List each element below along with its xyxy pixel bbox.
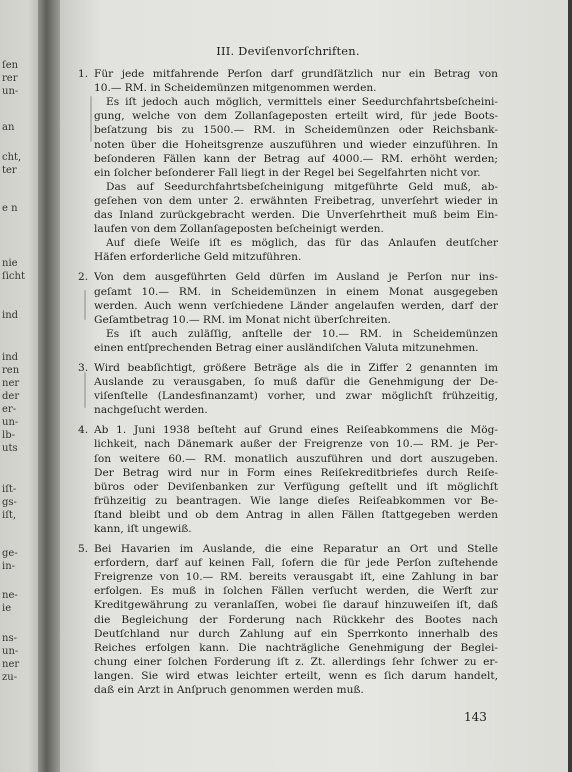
text-line: geſamt 10.— RM. in Scheidemünzen in einem Monat ausgegeben [94, 285, 498, 298]
item-number: 1. [78, 68, 89, 81]
left-page-fragment: ie [2, 603, 12, 614]
left-page-fragment: e n [2, 203, 18, 214]
list-item [78, 423, 498, 536]
left-page-fragment: ne- [2, 590, 18, 601]
list-item [78, 361, 498, 417]
text-line: Häfen erforderliche Geld mitzuführen. [94, 251, 302, 264]
left-page-fragment: an [2, 122, 15, 133]
book-gutter [38, 0, 62, 772]
left-page-fragment: zu- [2, 672, 18, 683]
text-line: Deutſchland nur durch Zahlung auf ein Sperrkonto innerhalb des [94, 627, 498, 640]
text-line: erfordern, darf auf keinen Fall, ſofern die für jede Perſon zuſtehende [94, 557, 498, 570]
text-line: Geſamtbetrag 10.— RM. im Monat nicht überſchreiten. [94, 313, 391, 326]
item-number: 3. [78, 361, 89, 374]
text-line: ein ſolcher beſonderer Fall liegt in der Regel bei Segelfahrten nicht vor. [94, 166, 481, 179]
left-page-fragment: ren [2, 365, 20, 376]
left-page-fragment: rer [2, 73, 18, 84]
right-page [60, 0, 572, 772]
text-line: Wird beabſichtigt, größere Beträge als die in Ziffer 2 genannten im [94, 361, 498, 374]
numbered-list [78, 67, 498, 697]
text-line: Bei Havarien im Auslande, die eine Reparatur an Ort und Stelle [94, 543, 498, 556]
text-line: werden. Auch wenn verſchiedene Länder angelaufen werden, darf der [94, 299, 498, 312]
text-line: beſatzung bis zu 1500.— RM. in Scheidemünzen oder Reichsbank- [94, 124, 498, 137]
left-page-edge [0, 0, 40, 772]
text-line: Freigrenze von 10.— RM. bereits verausgabt iſt, eine Zahlung in bar [94, 571, 498, 584]
left-page-fragment: gs- [2, 497, 17, 508]
left-page-fragment: in- [2, 561, 16, 572]
list-item [78, 67, 498, 264]
text-line: büros oder Deviſenbanken zur Verfügung geſtellt und iſt möglichſt [94, 480, 498, 493]
text-line: laufen von dem Zollanſageposten beſcheinigt werden. [94, 223, 384, 236]
text-line: Der Betrag wird nur in Form eines Reiſekreditbriefes durch Reiſe- [94, 466, 498, 479]
left-page-fragment: ner [2, 659, 20, 670]
item-number: 5. [78, 543, 89, 556]
text-line: Es iſt auch zuläſſig, anſtelle der 10.— RM. in Scheidemünzen [106, 327, 498, 340]
text-line: ſtand bleibt und ob dem Antrag in allen Fällen ſtattgegeben werden [94, 508, 498, 521]
text-line: viſenſtelle (Landesfinanzamt) vorher, und zwar möglichſt frühzeitig, [94, 390, 498, 403]
text-line: Reiches erfolgen kann. Die nachträgliche Genehmigung der Beglei- [94, 641, 498, 654]
text-line: kann, iſt ungewiß. [94, 523, 192, 535]
left-page-fragment: ns- [2, 633, 17, 644]
left-page-fragment: un- [2, 86, 19, 97]
text-line: das Inland zurückgebracht werden. Die Unverſehrtheit muß beim Ein- [94, 209, 498, 222]
item-number: 2. [78, 271, 89, 284]
left-page-fragment: er- [2, 404, 17, 415]
left-page-fragment: ſen [2, 60, 19, 71]
left-page-fragment: der [2, 391, 20, 402]
text-line: 10.— RM. in Scheidemünzen mitgenommen werden. [94, 82, 377, 95]
left-page-fragment: ind [2, 352, 19, 363]
text-line: erfolgen. Es muß in ſolchen Fällen verſucht werden, die Werft zur [94, 585, 498, 598]
left-page-fragment: ner [2, 378, 20, 389]
left-page-fragment: un- [2, 417, 19, 428]
left-page-fragment: ter [2, 165, 17, 176]
left-page-fragment: nie [2, 258, 18, 269]
left-page-fragment: iſt, [2, 510, 17, 521]
section-heading: III. Deviſenvorſchriften. [216, 44, 360, 58]
text-line: ſon weitere 60.— RM. monatlich auszuführen und dort auszugeben. [94, 452, 498, 465]
left-page-fragment: un- [2, 646, 19, 657]
text-line: daß ein Arzt in Anſpruch genommen werden muß. [94, 684, 364, 697]
scan-edge [568, 0, 572, 772]
text-line: Es iſt jedoch auch möglich, vermittels einer Seedurchfahrtsbeſcheini- [106, 96, 498, 109]
text-line: frühzeitig zu beantragen. Wie lange dieſes Reiſeabkommen vor Be- [94, 494, 498, 507]
text-line: lichkeit, nach Dänemark außer der Freigrenze von 10.— RM. je Per- [94, 438, 498, 451]
left-page-fragment: uts [2, 443, 18, 454]
left-page-fragment: ſicht [2, 271, 25, 282]
text-line: Für jede mitfahrende Perſon darf grundſätzlich nur ein Betrag von [94, 68, 498, 81]
left-page-fragment: iſt- [2, 484, 17, 495]
text-line: Auslande zu verausgaben, ſo muß dafür die Genehmigung der De- [94, 376, 498, 389]
left-page-fragment: lb- [2, 430, 15, 441]
text-line: noten über die Hoheitsgrenze auszuführen und wieder einzuführen. In [94, 138, 498, 151]
text-line: gung, welche von dem Zollanſageposten erteilt wird, für jede Boots- [94, 110, 498, 123]
text-line: einen entſprechenden Betrag einer ausländiſchen Valuta mitzunehmen. [94, 341, 479, 354]
list-item [78, 542, 498, 697]
text-line: beſonderen Fällen kann der Betrag auf 4000.— RM. erhöht werden; [94, 152, 498, 165]
text-line: Ab 1. Juni 1938 beſteht auf Grund eines Reiſeabkommens die Mög- [94, 424, 498, 437]
left-page-fragment: ind [2, 310, 19, 321]
text-line: nachgeſucht werden. [94, 404, 208, 417]
list-item [78, 270, 498, 355]
text-line: die Begleichung der Forderung nach Rückkehr des Bootes nach [94, 613, 498, 626]
text-line: geſehen von dem unter 2. erwähnten Freibetrag, unverſehrt wieder in [94, 194, 498, 207]
item-number: 4. [78, 424, 89, 437]
text-line: langen. Sie wird etwas leichter erteilt, wenn es ſich darum handelt, [94, 669, 498, 682]
left-page-fragment: ge- [2, 548, 18, 559]
text-line: Das auf Seedurchfahrtsbeſcheinigung mitgeführte Geld muß, ab- [106, 180, 498, 193]
text-line: chung einer ſolchen Forderung iſt z. Zt. allerdings ſehr ſchwer zu er- [94, 655, 498, 668]
text-line: Kreditgewährung zu veranlaſſen, wobei ſie darauf hinzuweiſen iſt, daß [94, 599, 498, 612]
text-line: Von dem ausgeführten Geld dürfen im Ausland je Perſon nur ins- [94, 271, 498, 284]
text-line: Auf dieſe Weiſe iſt es möglich, das für das Anlaufen deutſcher [106, 237, 498, 250]
page-number: 143 [464, 710, 487, 724]
page-content [78, 44, 498, 703]
left-page-fragment: cht, [2, 152, 22, 163]
